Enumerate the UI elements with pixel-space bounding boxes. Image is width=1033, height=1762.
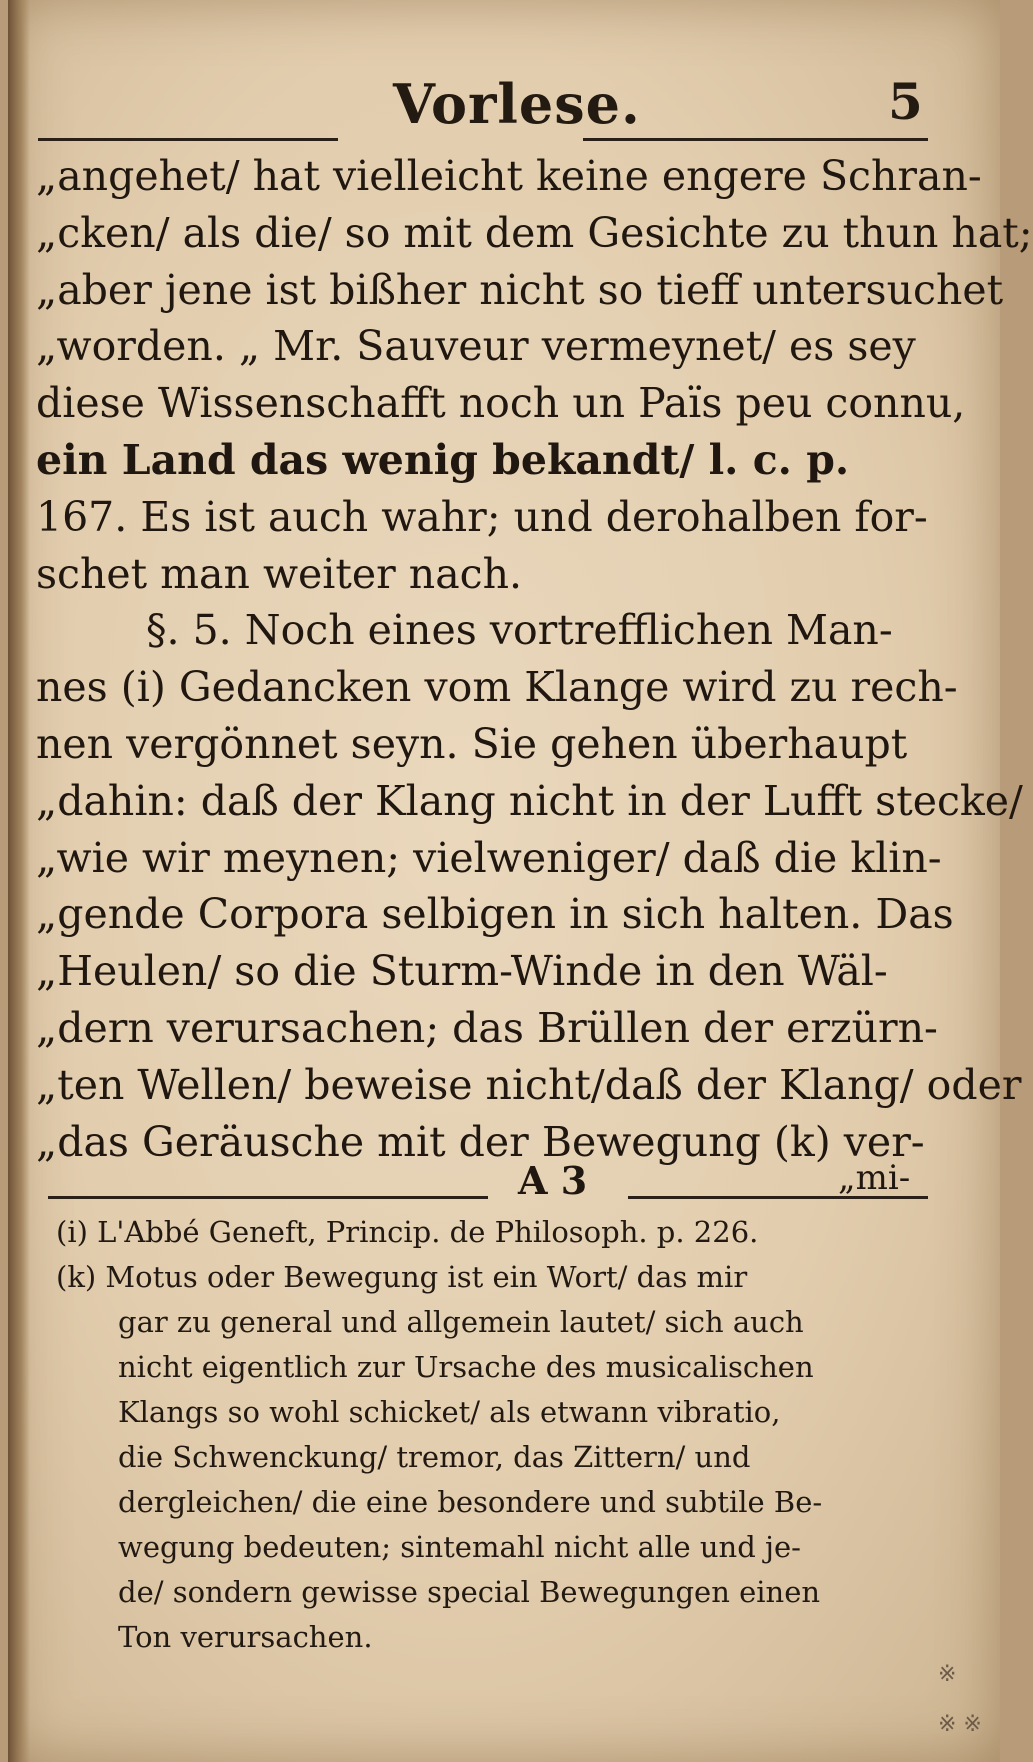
text-line: schet man weiter nach. [36, 549, 523, 598]
text-line: „dern verursachen; das Brüllen der erzürn- [36, 1003, 938, 1052]
text-line: „worden. „ Mr. Sauveur vermeynet/ es sey [36, 322, 916, 371]
book-page [8, 0, 1033, 1762]
text-line: „cken/ als die/ so mit dem Gesichte zu thun hat; [36, 208, 1033, 257]
footnote-line: nicht eigentlich zur Ursache des musicalischen [118, 1350, 814, 1384]
paragraph-start-line: §. 5. Noch eines vortrefflichen Man- [146, 606, 893, 655]
book-spine-shadow [8, 0, 30, 1762]
footnotes [56, 1210, 936, 1660]
edge-mark: ※ [938, 1662, 957, 1687]
header-rule-right [583, 138, 928, 141]
footnote-line: wegung bedeuten; sintemahl nicht alle und je- [118, 1530, 801, 1564]
page-header [38, 72, 928, 142]
edge-marks [938, 1650, 982, 1750]
text-line: „Heulen/ so die Sturm-Winde in den Wäl- [36, 947, 888, 996]
text-line: „gende Corpora selbigen in sich halten. Das [36, 890, 954, 939]
footnote-line: gar zu general und allgemein lautet/ sich auch [118, 1305, 804, 1339]
edge-mark: ※ ※ [938, 1712, 982, 1737]
footnote-line: dergleichen/ die eine besondere und subtile Be- [118, 1485, 823, 1519]
footnote-line: die Schwenckung/ tremor, das Zittern/ und [118, 1440, 751, 1474]
text-line: „dahin: daß der Klang nicht in der Lufft stecke/ [36, 776, 1023, 825]
text-line: „das Geräusche mit der Bewegung (k) ver- [36, 1117, 925, 1166]
catchword: „mi- [838, 1158, 911, 1198]
main-text [36, 148, 1033, 1170]
header-rule-left [38, 138, 338, 141]
footnote-rule-left [48, 1196, 488, 1199]
footnote-line: Ton verursachen. [118, 1620, 373, 1654]
text-line: 167. Es ist auch wahr; und derohalben for- [36, 492, 928, 541]
footnote-k: (k) Motus oder Bewegung ist ein Wort/ das mir [56, 1260, 748, 1294]
text-line: nes (i) Gedancken vom Klange wird zu rech- [36, 663, 958, 712]
signature-mark: A 3 [518, 1158, 588, 1203]
footnote-line: Klangs so wohl schicket/ als etwann vibratio, [118, 1395, 781, 1429]
footnote-line: de/ sondern gewisse special Bewegungen einen [118, 1575, 821, 1609]
running-head: Vorlese. [393, 72, 641, 136]
text-line: „angehet/ hat vielleicht keine engere Schran- [36, 152, 982, 200]
page-number: 5 [888, 72, 923, 131]
signature-row [48, 1158, 928, 1210]
text-line: diese Wissenschafft noch un Païs peu connu, [36, 379, 966, 428]
text-line: „wie wir meynen; vielweniger/ daß die klin- [36, 833, 942, 882]
text-line: „ten Wellen/ beweise nicht/daß der Klang/ oder [36, 1060, 1022, 1109]
text-line: „aber jene ist bißher nicht so tieff untersuchet [36, 265, 1004, 314]
text-line: nen vergönnet seyn. Sie gehen überhaupt [36, 719, 908, 768]
footnote-i: (i) L'Abbé Geneft, Princip. de Philosoph. p. 226. [56, 1215, 759, 1249]
text-line: ein Land das wenig bekandt/ l. c. p. [36, 435, 850, 484]
